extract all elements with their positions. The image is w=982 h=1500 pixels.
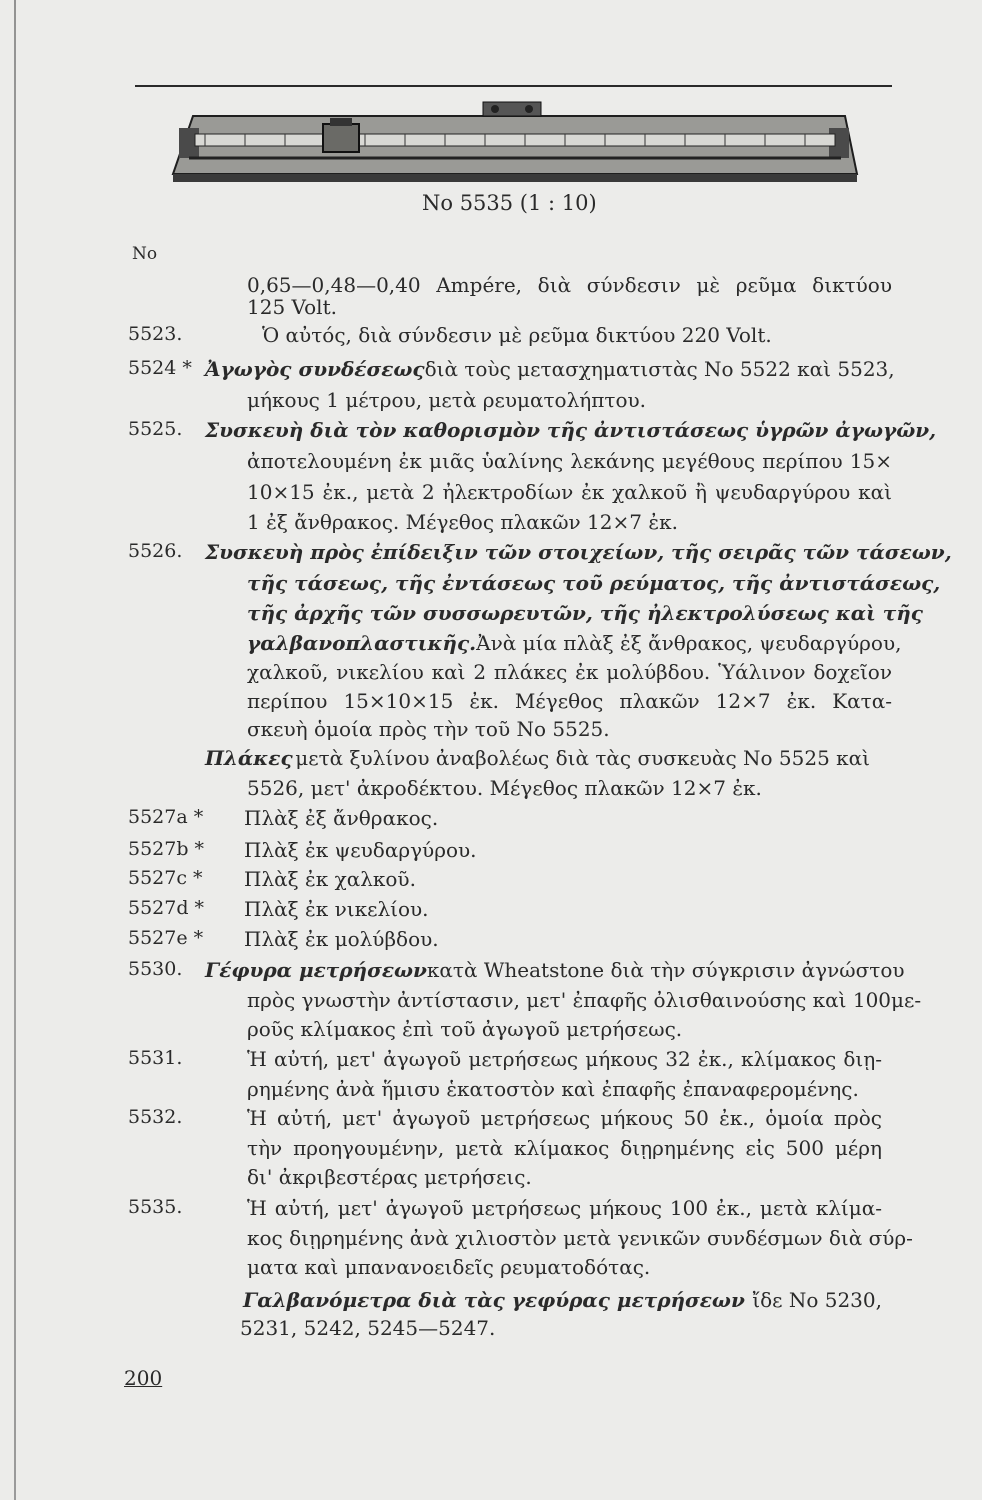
entry-line: Πλὰξ ἐκ νικελίου. — [244, 897, 429, 921]
entry-line: Πλὰξ ἐξ ἄνθρακος. — [244, 806, 439, 830]
entry-line: Ἡ αὐτή, μετ' ἀγωγοῦ μετρήσεως μήκους 50 ἐκ., ὁμοία πρὸς — [247, 1106, 882, 1130]
entry-title: Πλάκες — [205, 746, 293, 770]
entry-line: 0,65—0,48—0,40 Ampére, διὰ σύνδεσιν μὲ ρεῦμα δικτύου — [247, 273, 892, 297]
entry-number: 5527b * — [128, 838, 205, 860]
entry-line: 10×15 ἐκ., μετὰ 2 ἠλεκτροδίων ἐκ χαλκοῦ ἢ ψευδαργύρου καὶ — [247, 480, 892, 504]
entry-text: ἴδε No 5230, — [752, 1288, 882, 1312]
entry-number: 5526. — [128, 540, 183, 562]
wheatstone-bridge-illustration — [165, 98, 865, 190]
entry-number: 5531. — [128, 1047, 183, 1069]
entry-text: μετὰ ξυλίνου ἀναβολέως διὰ τὰς συσκευὰς No 5525 καὶ — [295, 746, 870, 770]
entry-line: πρὸς γνωστὴν ἀντίστασιν, μετ' ἐπαφῆς ὀλισθαινούσης καὶ 100με- — [247, 988, 922, 1012]
entry-line: Πλὰξ ἐκ χαλκοῦ. — [244, 867, 416, 891]
entry-title: Ἀγωγὸς συνδέσεως — [205, 357, 425, 381]
entry-title: τῆς ἀρχῆς τῶν συσσωρευτῶν, τῆς ἠλεκτρολύσεως καὶ τῆς — [247, 601, 923, 625]
entry-line — [205, 955, 905, 985]
entry-line — [205, 743, 870, 773]
entry-line: χαλκοῦ, νικελίου καὶ 2 πλάκες ἐκ μολύβδου. Ὑάλινον δοχεῖον — [247, 660, 892, 684]
entry-text: διὰ τοὺς μετασχηματιστὰς No 5522 καὶ 5523, — [424, 357, 895, 381]
entry-line — [247, 628, 902, 658]
column-header-no: No — [132, 244, 158, 264]
entry-title: γαλβανοπλαστικῆς. — [247, 631, 477, 655]
entry-number: 5530. — [128, 958, 183, 980]
entry-number: 5527e * — [128, 927, 204, 949]
entry-title: Γαλβανόμετρα διὰ τὰς γεφύρας μετρήσεων — [243, 1288, 745, 1312]
figure-caption: No 5535 (1 : 10) — [422, 191, 597, 215]
entry-line: ἀποτελουμένη ἐκ μιᾶς ὑαλίνης λεκάνης μεγέθους περίπου 15× — [247, 449, 892, 473]
entry-text: κατὰ Wheatstone διὰ τὴν σύγκρισιν ἀγνώστου — [426, 958, 905, 982]
entry-text: Ἀνὰ μία πλὰξ ἐξ ἄνθρακος, ψευδαργύρου, — [476, 631, 902, 655]
entry-line: Πλὰξ ἐκ ψευδαργύρου. — [244, 838, 477, 862]
entry-number: 5532. — [128, 1106, 183, 1128]
entry-number: 5523. — [128, 323, 183, 345]
entry-line: Ἡ αὐτή, μετ' ἀγωγοῦ μετρήσεως μήκους 32 ἐκ., κλίμακος διῃ- — [247, 1047, 882, 1071]
entry-line — [243, 1285, 882, 1315]
entry-line: 1 ἐξ ἄνθρακος. Μέγεθος πλακῶν 12×7 ἐκ. — [247, 510, 678, 534]
entry-line: Ἡ αὐτή, μετ' ἀγωγοῦ μετρήσεως μήκους 100 ἐκ., μετὰ κλίμα- — [247, 1196, 882, 1220]
entry-line: περίπου 15×10×15 ἐκ. Μέγεθος πλακῶν 12×7 ἐκ. Κατα- — [247, 689, 892, 713]
entry-number: 5524 * — [128, 357, 192, 379]
entry-title: Συσκευὴ διὰ τὸν καθορισμὸν τῆς ἀντιστάσεως ὑγρῶν ἀγωγῶν, — [205, 418, 937, 442]
entry-line: 5526, μετ' ἀκροδέκτου. Μέγεθος πλακῶν 12×7 ἐκ. — [247, 776, 762, 800]
entry-title: Συσκευὴ πρὸς ἐπίδειξιν τῶν στοιχείων, τῆς σειρᾶς τῶν τάσεων, — [205, 540, 952, 564]
entry-number: 5525. — [128, 418, 183, 440]
entry-line: ματα καὶ μπανανοειδεῖς ρευματοδότας. — [247, 1255, 651, 1279]
entry-number: 5527a * — [128, 806, 204, 828]
page-number: 200 — [124, 1366, 163, 1390]
entry-line: 125 Volt. — [247, 295, 337, 319]
entry-line — [205, 354, 895, 384]
entry-title: Γέφυρα μετρήσεων — [205, 958, 427, 982]
entry-line: τὴν προηγουμένην, μετὰ κλίμακος διῃρημένης εἰς 500 μέρη — [247, 1136, 882, 1160]
entry-line: ροῦς κλίμακος ἐπὶ τοῦ ἀγωγοῦ μετρήσεως. — [247, 1017, 683, 1041]
entry-title: τῆς τάσεως, τῆς ἐντάσεως τοῦ ρεύματος, τῆς ἀντιστάσεως, — [247, 571, 941, 595]
entry-line: μήκους 1 μέτρου, μετὰ ρευματολήπτου. — [247, 388, 647, 412]
top-rule — [135, 85, 892, 87]
entry-number: 5527d * — [128, 897, 205, 919]
entry-number: 5527c * — [128, 867, 203, 889]
entry-line: κος διῃρημένης ἀνὰ χιλιοστὸν μετὰ γενικῶν συνδέσμων διὰ σύρ- — [247, 1226, 913, 1250]
entry-line: Πλὰξ ἐκ μολύβδου. — [244, 927, 439, 951]
entry-line: ρημένης ἀνὰ ἥμισυ ἑκατοστὸν καὶ ἐπαφῆς ἐπαναφερομένης. — [247, 1077, 859, 1101]
entry-line: Ὁ αὐτός, διὰ σύνδεσιν μὲ ρεῦμα δικτύου 220 Volt. — [262, 323, 772, 347]
page-edge-shadow — [14, 0, 16, 1500]
entry-number: 5535. — [128, 1196, 183, 1218]
entry-line: δι' ἀκριβεστέρας μετρήσεις. — [247, 1165, 532, 1189]
entry-line: 5231, 5242, 5245—5247. — [240, 1316, 496, 1340]
entry-line: σκευὴ ὁμοία πρὸς τὴν τοῦ No 5525. — [247, 717, 610, 741]
